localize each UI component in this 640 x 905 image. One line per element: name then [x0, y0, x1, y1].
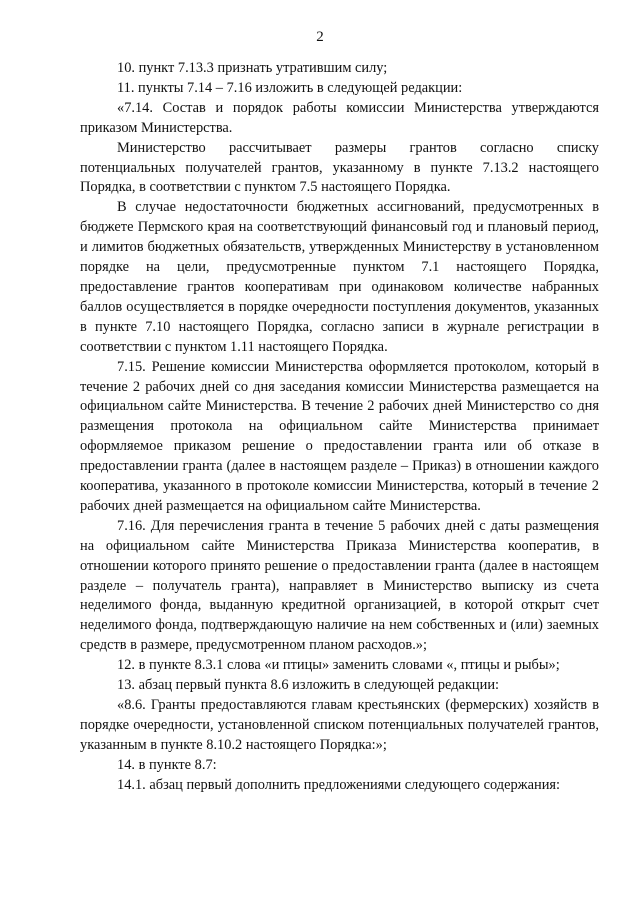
- paragraph-7-14: «7.14. Состав и порядок работы комиссии Министерства утверждаются приказом Министерства.: [80, 99, 599, 136]
- paragraph-insufficient-funds: В случае недостаточности бюджетных ассигнований, предусмотренных в бюджете Пермского края на соответствующий финансовый год и плановый период, и лимитов бюджетных обязательств, утвержденных Министерству в установленном порядке на цели, предусмотренные пунктом 7.1 настоящего Порядка, предоставление грантов кооперативам при одинаковом количестве набранных баллов осуществляется в порядке очередности поступления документов, указанных в пункте 7.10 настоящего Порядка, согласно записи в журнале регистрации в соответствии с пунктом 1.11 настоящего Порядка.: [80, 199, 599, 355]
- paragraph-7-15: 7.15. Решение комиссии Министерства оформляется протоколом, который в течение 2 рабочих дней со дня заседания комиссии Министерства размещается на официальном сайте Министерства. В течение 2 рабочих дней Министерство со дня размещения протокола на официальном сайте Министерства принимает оформляемое приказом решение о предоставлении гранта или об отказе в предоставлении гранта (далее в настоящем разделе – Приказ) в отношении каждого кооператива, указанного в протоколе комиссии Министерства, который в течение 2 рабочих дней размещается на официальном сайте Министерства.: [80, 358, 599, 514]
- paragraph-grant-calculation: Министерство рассчитывает размеры грантов согласно списку потенциальных получателей грантов, указанному в пункте 7.13.2 настоящего Порядка, в соответствии с пунктом 7.5 настоящего Порядка.: [80, 139, 599, 196]
- paragraph-12: 12. в пункте 8.3.1 слова «и птицы» заменить словами «, птицы и рыбы»;: [117, 657, 560, 674]
- page-number: 2: [316, 29, 324, 45]
- paragraph-7-16: 7.16. Для перечисления гранта в течение 5 рабочих дней с даты размещения на официальном сайте Министерства Приказа Министерства кооператив, в отношении которого принято решение о предоставлении гранта (далее в настоящем разделе – получатель гранта), направляет в Министерство выписку из счета неделимого фонда, выданную кредитной организацией, в которой открыт счет неделимого фонда, подтверждающую наличие на нем собственных и (или) заемных средств в размере, предусмотренном планом расходов.»;: [80, 517, 599, 654]
- document-body: [80, 59, 599, 796]
- paragraph-10: 10. пункт 7.13.3 признать утратившим силу;: [117, 60, 388, 76]
- paragraph-8-6: «8.6. Гранты предоставляются главам крестьянских (фермерских) хозяйств в порядке очередности, установленной списком потенциальных получателей грантов, указанным в пункте 8.10.2 настоящего Порядка:»;: [80, 697, 599, 753]
- paragraph-14: 14. в пункте 8.7:: [117, 756, 217, 773]
- paragraph-13: 13. абзац первый пункта 8.6 изложить в следующей редакции:: [117, 677, 500, 694]
- paragraph-14-1: 14.1. абзац первый дополнить предложениями следующего содержания:: [117, 776, 561, 793]
- paragraph-11: 11. пункты 7.14 – 7.16 изложить в следующей редакции:: [117, 79, 463, 96]
